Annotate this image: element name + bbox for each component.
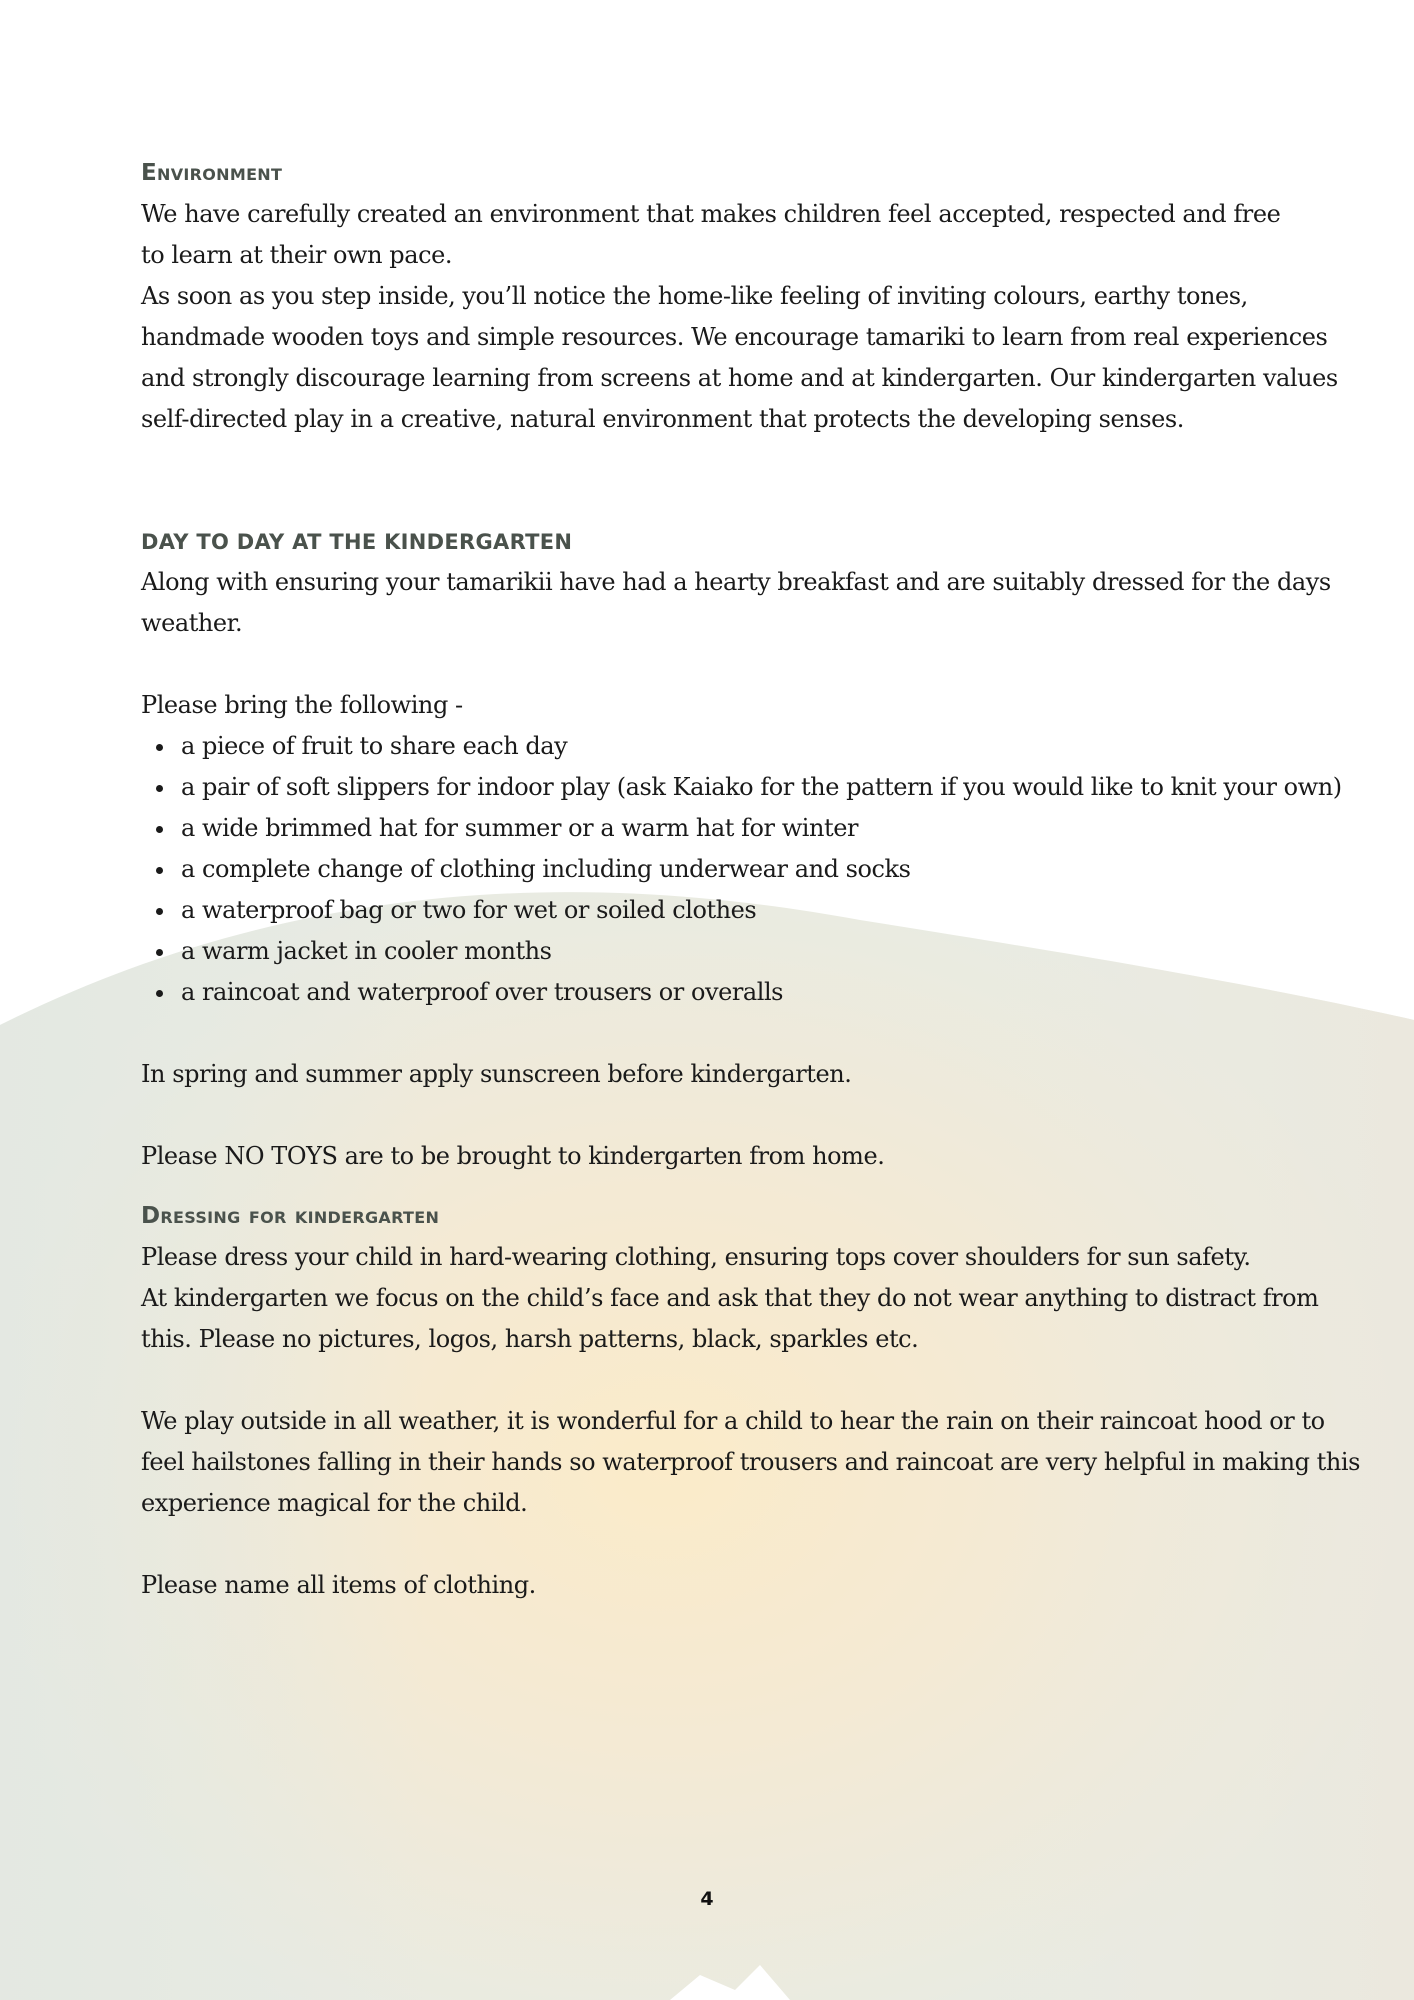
weather-line: feel hailstones falling in their hands so waterproof trousers and raincoat are very helpful in making this bbox=[141, 1448, 1360, 1476]
day-to-day-heading: DAY TO DAY AT THE KINDERGARTEN bbox=[141, 530, 573, 554]
spacer bbox=[141, 1095, 1291, 1136]
bring-list-item: a piece of fruit to share each day bbox=[155, 726, 1291, 767]
dressing-line: this. Please no pictures, logos, harsh patterns, black, sparkles etc. bbox=[141, 1325, 919, 1353]
bring-list-item: a pair of soft slippers for indoor play (ask Kaiako for the pattern if you would like to knit your own) bbox=[155, 767, 1291, 808]
bring-list-item: a waterproof bag or two for wet or soiled clothes bbox=[155, 890, 1291, 931]
bring-list-item: a wide brimmed hat for summer or a warm hat for winter bbox=[155, 808, 1291, 849]
bring-list-item: a raincoat and waterproof over trousers or overalls bbox=[155, 972, 1291, 1013]
spacer bbox=[141, 1177, 1291, 1203]
day-to-day-section bbox=[141, 562, 1342, 1177]
name-clothing-note: Please name all items of clothing. bbox=[141, 1571, 536, 1599]
page-content bbox=[141, 160, 1360, 1606]
bring-intro: Please bring the following - bbox=[141, 691, 463, 719]
weather-line: experience magical for the child. bbox=[141, 1489, 528, 1517]
dressing-line: At kindergarten we focus on the child’s face and ask that they do not wear anything to distract from bbox=[141, 1284, 1319, 1312]
bring-list bbox=[141, 726, 1342, 1013]
environment-line: to learn at their own pace. bbox=[141, 241, 453, 269]
page-number: 4 bbox=[700, 1888, 714, 1910]
dressing-heading: Dressing for kindergarten bbox=[141, 1203, 440, 1229]
sunscreen-note: In spring and summer apply sunscreen before kindergarten. bbox=[141, 1060, 852, 1088]
dressing-section bbox=[141, 1237, 1360, 1606]
environment-heading: Environment bbox=[141, 160, 283, 186]
weather-line: We play outside in all weather, it is wonderful for a child to hear the rain on their raincoat hood or to bbox=[141, 1407, 1325, 1435]
dressing-line: Please dress your child in hard-wearing clothing, ensuring tops cover shoulders for sun safety. bbox=[141, 1243, 1251, 1271]
environment-line: As soon as you step inside, you’ll notice the home-like feeling of inviting colours, earthy tones, bbox=[141, 282, 1248, 310]
environment-line: and strongly discourage learning from screens at home and at kindergarten. Our kindergarten values bbox=[141, 364, 1338, 392]
spacer bbox=[141, 1524, 1291, 1565]
environment-line: self-directed play in a creative, natural environment that protects the developing senses. bbox=[141, 405, 1184, 433]
day-to-day-intro-line: Along with ensuring your tamarikii have had a hearty breakfast and are suitably dressed for the days bbox=[141, 568, 1331, 596]
day-to-day-intro-line: weather. bbox=[141, 609, 243, 637]
bring-list-item: a warm jacket in cooler months bbox=[155, 931, 1291, 972]
environment-line: We have carefully created an environment that makes children feel accepted, respected and free bbox=[141, 200, 1281, 228]
no-toys-note: Please NO TOYS are to be brought to kindergarten from home. bbox=[141, 1142, 885, 1170]
spacer bbox=[141, 1360, 1291, 1401]
environment-line: handmade wooden toys and simple resources. We encourage tamariki to learn from real experiences bbox=[141, 323, 1328, 351]
environment-section bbox=[141, 194, 1338, 440]
spacer bbox=[141, 440, 1291, 530]
spacer bbox=[141, 1013, 1291, 1054]
bring-list-item: a complete change of clothing including underwear and socks bbox=[155, 849, 1291, 890]
spacer bbox=[141, 644, 1291, 685]
